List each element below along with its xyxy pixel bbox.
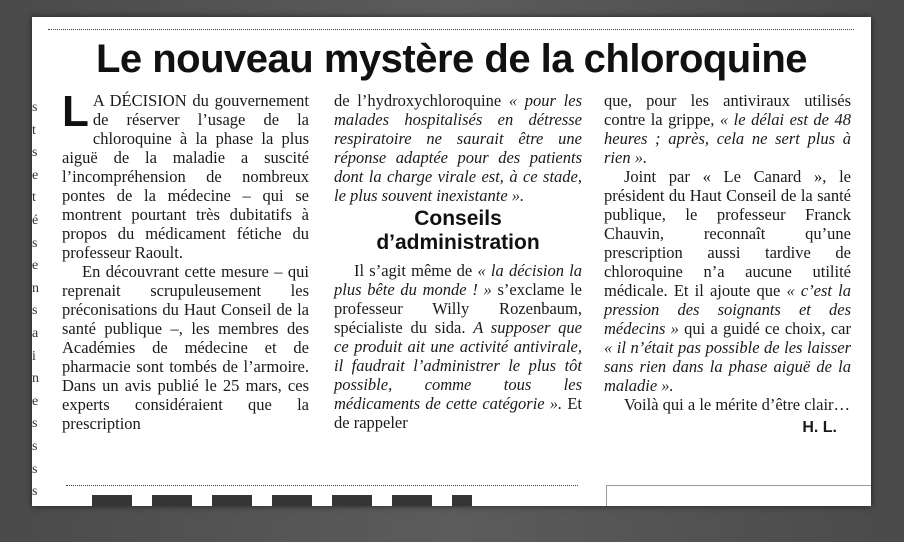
next-article-headline-fragment: [92, 495, 472, 506]
adjacent-box-frame: [606, 485, 871, 506]
fragment-letter: s: [32, 235, 38, 251]
fragment-letter: s: [32, 416, 38, 432]
fragment-letter: s: [32, 461, 38, 477]
quote-text: « il n’était pas possible de les laisser sans rien dans la phase aiguë de la maladie ».: [604, 338, 851, 395]
paragraph-text: Et de rappeler: [334, 394, 582, 432]
fragment-letter: e: [32, 167, 39, 183]
fragment-letter: i: [32, 348, 36, 364]
top-dotted-rule: [48, 29, 854, 30]
author-signature: H. L.: [802, 419, 837, 436]
fragment-letter: e: [32, 393, 39, 409]
paragraph-text: A DÉCISION du gouvernement de réserver l’usage de la chloroquine à la phase la plus aiguë de la maladie a suscité l’incompréhension de nombreux pontes de la médecine – qui se montrent pourtant très dubitatifs à propos du médicament fétiche du professeur Raoult.: [62, 91, 309, 262]
newspaper-page: [32, 17, 871, 506]
fragment-letter: s: [32, 484, 38, 500]
bottom-dotted-rule: [66, 485, 578, 486]
fragment-letter: s: [32, 438, 38, 454]
fragment-letter: é: [32, 212, 39, 228]
drop-cap: L: [62, 87, 89, 136]
fragment-letter: e: [32, 258, 39, 274]
fragment-letter: n: [32, 280, 39, 296]
paragraph-text: s’exclame le professeur Willy Rozenbaum, spécialiste du sida.: [334, 280, 582, 337]
paragraph: [62, 87, 309, 262]
paragraph: En découvrant cette mesure – qui reprenait scrupuleusement les préconisations du Haut Conseil de la santé publique –, les membres des Académies de médecine et de pharmacie sont tombés de l’armoire. Dans un avis publié le 25 mars, ces experts considéraient que la prescription: [62, 262, 309, 433]
article-column-3: [604, 91, 851, 437]
paragraph: [334, 91, 582, 205]
paragraph: [604, 91, 851, 167]
fragment-letter: n: [32, 371, 39, 387]
paragraph-text: que, pour les antiviraux utilisés contre la grippe,: [604, 91, 851, 129]
quote-text: « pour les malades hospitalisés en détresse respiratoire ne saurait être une réponse adaptée pour des patients dont la charge virale est, à ce stade, le plus souvent inexistante ».: [334, 91, 582, 205]
adjacent-column-fragment: [32, 97, 40, 504]
quote-text: « la décision la plus bête du monde ! »: [334, 261, 582, 299]
paragraph: [334, 261, 582, 432]
section-subheading: Conseils d’administration: [376, 207, 540, 254]
fragment-letter: s: [32, 100, 38, 115]
paragraph: Voilà qui a le mérite d’être clair…: [624, 395, 851, 414]
fragment-letter: s: [32, 303, 38, 319]
paragraph: [604, 167, 851, 395]
quote-text: « c’est la pression des soignants et des médecins »: [604, 281, 851, 338]
fragment-letter: s: [32, 145, 38, 161]
fragment-letter: t: [32, 122, 36, 138]
article-column-1: [62, 87, 309, 433]
paragraph-text: Il s’agit même de: [354, 261, 478, 280]
paragraph-text: Joint par « Le Canard », le président du Haut Conseil de la santé publique, le professeur Franck Chauvin, reconnaît qu’une prescription aussi tardive de chloroquine n’a aucune utilité médicale. Et il ajoute que: [604, 167, 851, 300]
quote-text: A supposer que ce produit ait une activité antivirale, il faudrait l’administrer le plus tôt possible, comme tous les médicaments de cette catégorie ».: [334, 318, 582, 413]
article-title: Le nouveau mystère de la chloroquine: [95, 37, 808, 81]
fragment-letter: t: [32, 190, 36, 206]
paragraph-text: qui a guidé ce choix, car: [678, 319, 851, 338]
quote-text: « le délai est de 48 heures ; après, cela ne sert plus à rien ».: [604, 110, 851, 167]
paragraph-text: de l’hydroxychloroquine: [334, 91, 509, 110]
article-column-2: [334, 91, 582, 432]
fragment-letter: a: [32, 325, 39, 341]
